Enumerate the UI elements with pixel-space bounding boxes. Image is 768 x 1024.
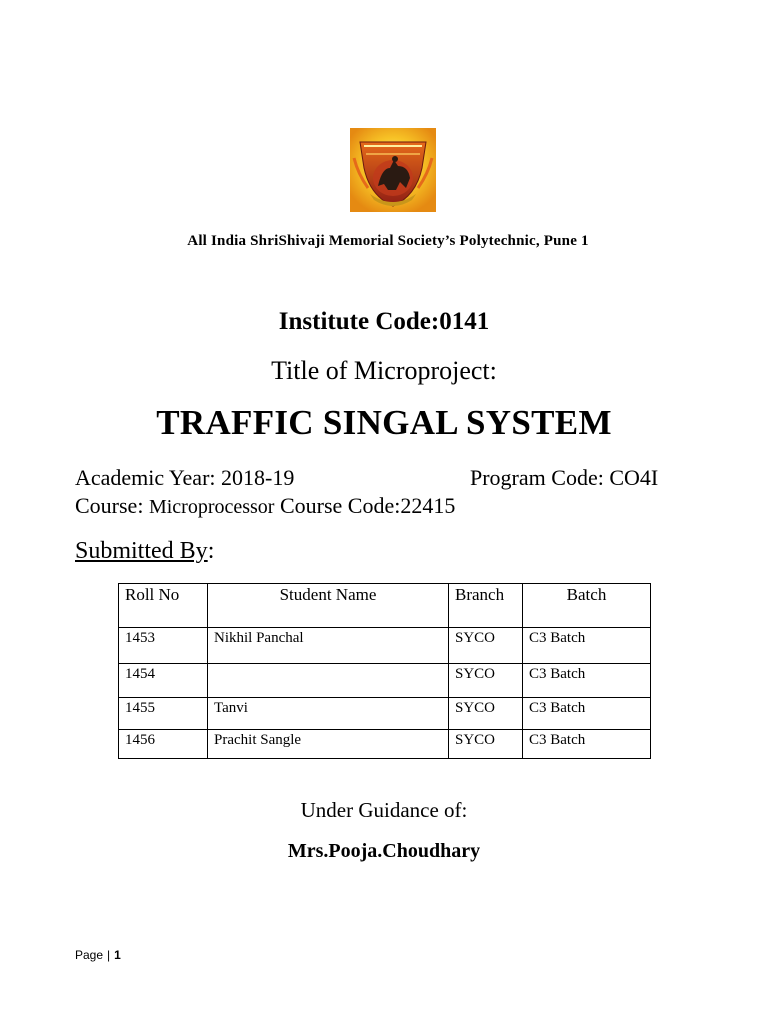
header-roll-no: Roll No (119, 584, 208, 628)
header-branch: Branch (449, 584, 523, 628)
table-row (119, 628, 651, 664)
branch-cell: SYCO (449, 730, 523, 759)
batch-cell: C3 Batch (523, 730, 651, 759)
table-row (119, 698, 651, 730)
roll-no-cell: 1454 (119, 664, 208, 698)
microproject-title: TRAFFIC SINGAL SYSTEM (156, 403, 612, 442)
guidance-label: Under Guidance of: (300, 798, 468, 822)
academic-year: Academic Year: 2018-19 (75, 465, 295, 490)
student-name-cell: Nikhil Panchal (208, 628, 449, 664)
students-table (118, 583, 651, 759)
table-row (119, 730, 651, 759)
branch-cell: SYCO (449, 664, 523, 698)
batch-cell: C3 Batch (523, 698, 651, 730)
institute-emblem-icon (350, 128, 436, 212)
institute-logo (350, 128, 436, 212)
roll-no-cell: 1455 (119, 698, 208, 730)
batch-cell: C3 Batch (523, 628, 651, 664)
submitted-by-heading (75, 538, 214, 565)
course-code: Course Code:22415 (279, 493, 456, 518)
page-word: Page (75, 948, 104, 962)
page-number: 1 (114, 948, 121, 962)
society-name: All India ShriShivaji Memorial Society’s Polytechnic, Pune 1 (187, 233, 589, 249)
table-header-row (119, 584, 651, 628)
page-footer (75, 948, 121, 962)
header-batch: Batch (523, 584, 651, 628)
student-name-cell (208, 664, 449, 698)
roll-no-cell: 1456 (119, 730, 208, 759)
guide-name: Mrs.Pooja.Choudhary (287, 840, 481, 862)
microproject-label: Title of Microproject: (271, 356, 497, 385)
institute-code: Institute Code:0141 (278, 308, 490, 335)
roll-no-cell: 1453 (119, 628, 208, 664)
course-line (75, 493, 455, 519)
student-name-cell: Tanvi (208, 698, 449, 730)
page-separator: | (107, 948, 111, 962)
course-label: Course: (75, 493, 144, 518)
course-name: Microprocessor (148, 496, 275, 518)
submitted-by-colon: : (207, 538, 215, 564)
student-name-cell: Prachit Sangle (208, 730, 449, 759)
submitted-by-label: Submitted By (75, 538, 208, 564)
batch-cell: C3 Batch (523, 664, 651, 698)
branch-cell: SYCO (449, 698, 523, 730)
table-row (119, 664, 651, 698)
header-student-name: Student Name (208, 584, 449, 628)
branch-cell: SYCO (449, 628, 523, 664)
program-code: Program Code: CO4I (470, 465, 659, 490)
